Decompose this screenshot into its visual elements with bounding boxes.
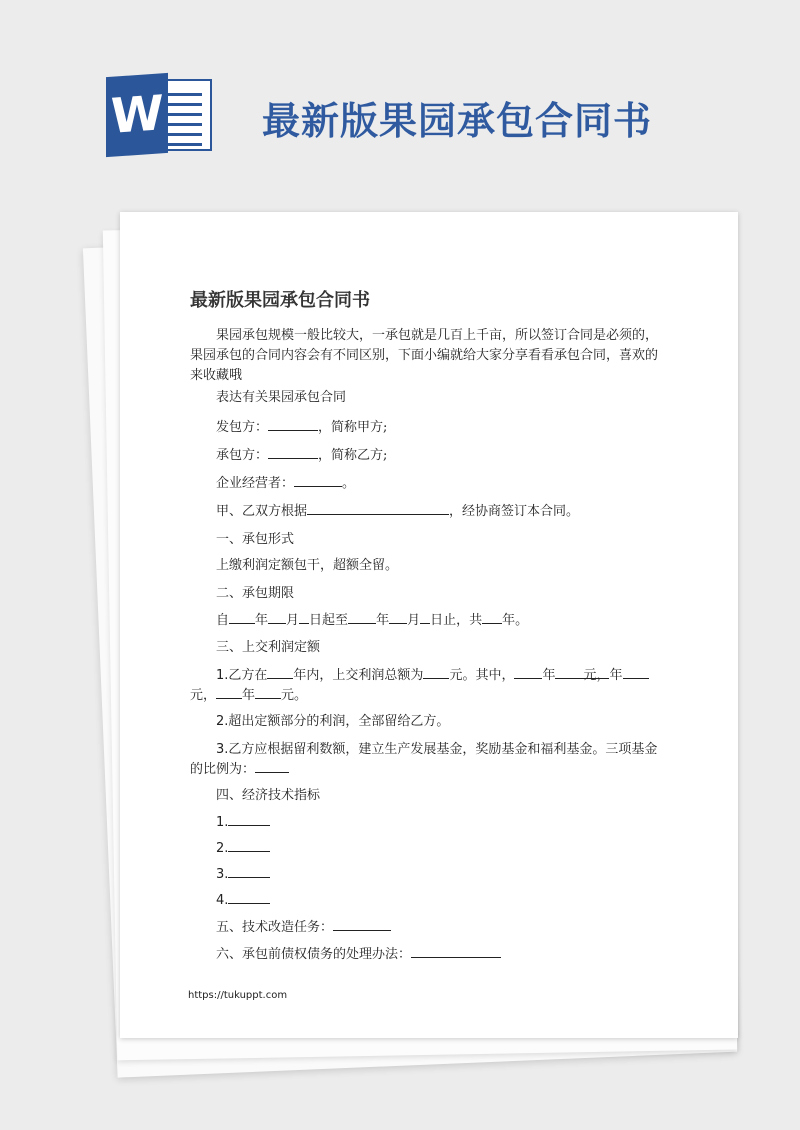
blank-field <box>268 446 318 459</box>
document-title: 最新版果园承包合同书 <box>190 290 370 311</box>
operator-line: 企业经营者： 。 <box>216 476 356 491</box>
word-logo-badge: W <box>106 73 168 157</box>
intro-paragraph: 果园承包规模一般比较大，一承包就是几百上千亩，所以签订合同是必须的，果园承包的合同内容会有不同区别，下面小编就给大家分享看看承包合同，喜欢的来收藏哦 <box>190 328 659 383</box>
section-4-item: 3. <box>190 865 670 885</box>
section-4-item: 2. <box>190 839 670 859</box>
section-4-item: 1. <box>190 813 670 833</box>
section-3-title: 三、上交利润定额 <box>216 640 321 655</box>
contractor-line: 承包方： ，简称乙方; <box>216 448 388 463</box>
section-4-title: 四、经济技术指标 <box>216 788 321 803</box>
section-3-item-2: 2.超出定额部分的利润，全部留给乙方。 <box>216 714 450 729</box>
section-6-title: 六、承包前债权债务的处理办法： <box>190 945 670 965</box>
section-2-title: 二、承包期限 <box>216 586 295 601</box>
blank-field <box>268 418 318 431</box>
header-banner <box>0 0 800 200</box>
word-icon <box>106 75 216 155</box>
section-3-item-1: 1.乙方在 年内，上交利润总额为 元。其中， 年 元，年元， 年 元。 <box>190 666 670 706</box>
section-5-title: 五、技术改造任务： <box>190 918 670 938</box>
section-3-item-3: 3.乙方应根据留利数额，建立生产发展基金，奖励基金和福利基金。三项基金的比例为： <box>190 742 658 777</box>
blank-field <box>307 502 449 515</box>
subheading: 表达有关果园承包合同 <box>216 390 347 405</box>
section-4-item: 4. <box>190 891 670 911</box>
blank-field <box>294 474 342 487</box>
basis-line: 甲、乙双方根据 ，经协商签订本合同。 <box>216 504 580 519</box>
section-1-title: 一、承包形式 <box>216 532 295 547</box>
footer-url: https://tukuppt.com <box>188 990 288 1001</box>
document-page <box>120 212 738 1038</box>
section-2-body: 自 年 月 日起至 年 月 日止，共 年。 <box>216 613 529 628</box>
banner-title: 最新版果园承包合同书 <box>262 99 653 143</box>
section-1-body: 上缴利润定额包干，超额全留。 <box>216 558 399 573</box>
employer-line: 发包方： ，简称甲方; <box>216 420 388 435</box>
